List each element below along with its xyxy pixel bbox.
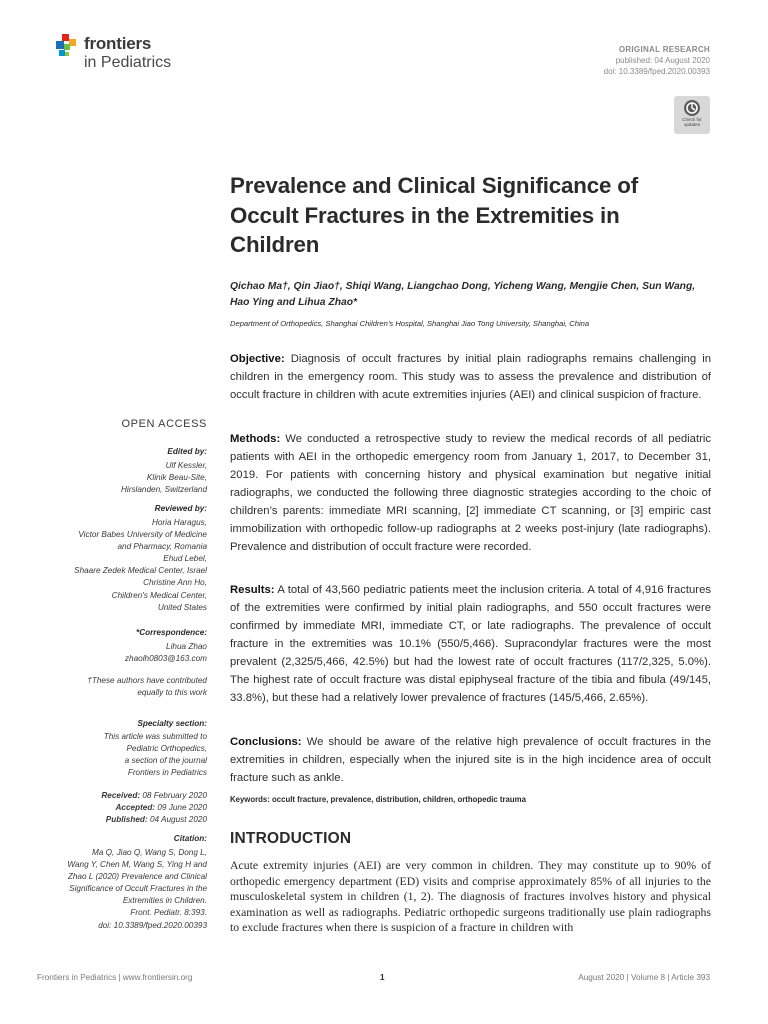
section-heading-introduction: INTRODUCTION <box>230 830 352 847</box>
received-value: 08 February 2020 <box>142 791 207 800</box>
conclusions-label: Conclusions: <box>230 736 302 748</box>
footer-journal-link[interactable]: Frontiers in Pediatrics | www.frontiersin.org <box>37 973 193 982</box>
specialty-line: a section of the journal <box>124 756 207 766</box>
edited-by-label: Edited by: <box>167 447 207 456</box>
reviewer-line: Shaare Zedek Medical Center, Israel <box>74 566 207 576</box>
check-for-updates-button[interactable] <box>674 96 710 134</box>
specialty-line: Frontiers in Pediatrics <box>127 768 207 778</box>
accepted-date <box>40 802 207 814</box>
methods-label: Methods: <box>230 433 281 445</box>
correspondence-name: Lihua Zhao <box>166 642 207 651</box>
author-list[interactable]: Qichao Ma†, Qin Jiao†, Shiqi Wang, Liangchao Dong, Yicheng Wang, Mengjie Chen, Sun Wang, Hao Ying and Lihua Zhao* <box>230 281 696 308</box>
reviewer-line: Christine Ann Ho, <box>143 578 207 588</box>
citation-line: Extremities in Children. <box>122 896 207 906</box>
reviewed-by-label: Reviewed by: <box>154 504 207 513</box>
reviewer-line: and Pharmacy, Romania <box>117 542 207 552</box>
abstract-objective <box>230 350 711 404</box>
correspondence-label: *Correspondence: <box>136 628 207 637</box>
specialty-section-info <box>40 731 207 779</box>
abstract-results <box>230 581 711 707</box>
logo-journal-name: in Pediatrics <box>84 54 172 71</box>
specialty-section-label: Specialty section: <box>137 719 207 728</box>
objective-label: Objective: <box>230 353 285 365</box>
specialty-line: Pediatric Orthopedics, <box>126 744 207 754</box>
accepted-value: 09 June 2020 <box>157 803 207 813</box>
published-date <box>40 814 207 826</box>
citation-line: Front. Pediatr. 8:393. <box>130 908 207 918</box>
open-access-label: OPEN ACCESS <box>121 418 207 430</box>
citation-info <box>40 847 207 932</box>
note-line: †These authors have contributed <box>87 676 207 685</box>
citation-line: Wang Y, Chen M, Wang S, Ying H and <box>67 860 207 870</box>
correspondence-email[interactable]: zhaolh0803@163.com <box>124 654 207 664</box>
keywords: Keywords: occult fracture, prevalence, distribution, children, orthopedic trauma <box>230 795 526 804</box>
abstract-conclusions <box>230 733 711 787</box>
check-updates-icon <box>683 99 701 117</box>
article-title: Prevalence and Clinical Significance of Occult Fractures in the Extremities in Children <box>230 173 639 257</box>
reviewer-line: Victor Babes University of Medicine <box>78 530 207 540</box>
specialty-line: This article was submitted to <box>103 732 207 741</box>
abstract-methods <box>230 430 711 556</box>
equal-contribution-note <box>40 675 207 699</box>
note-line: equally to this work <box>137 688 207 698</box>
methods-text: We conducted a retrospective study to review the medical records of all pediatric patients with AEI in the orthopedic emergency room from January 1, 2017, to December 31, 2019. For patients with concerning history and physical examination but negative initial radiographs, we conducted the following three diagnostic strategies according to the choic of children’s parents: immediate MRI scanning, [2] immediate CT scanning, or [3] empiric cast immobilization with orthopedic follow-up radiographs at 2 weeks post-injury (late radiographs). Prevalence and distribution of occult fracture were recorded. <box>230 433 712 553</box>
reviewer-line: Horia Haragus, <box>151 518 207 527</box>
results-text: A total of 43,560 pediatric patients meet the inclusion criteria. A total of 4,916 fractures of the extremities were confirmed by initial plain radiographs, and 550 occult fractures were confirmed by immediate MRI, immediate CT, or late radiographs. The prevalence of occult fracture in the extremities was 10.1% (550/5,466). Supracondylar fractures were the most prevalent (2,325/5,466, 42.5%) but had the lowest rate of occult fractures (117/2,325, 5.0%). The highest rate of occult fracture was distal epiphyseal fracture of the tibia and fibula (49/145, 33.8%), but these had a relatively lower prevalence of fractures (145/5,466, 2.65%). <box>230 584 711 704</box>
correspondence-info <box>40 641 207 665</box>
results-label: Results: <box>230 584 275 596</box>
conclusions-text: We should be aware of the relative high prevalence of occult fractures in the extremities in children, especially when the injured site is in the high incidence area of occult fracture such as ankle. <box>230 736 711 784</box>
check-updates-label: Check for updates <box>682 117 702 127</box>
published-value: 04 August 2020 <box>149 815 207 825</box>
logo-wordmark: frontiers <box>84 34 152 53</box>
reviewer-line: Ehud Lebel, <box>163 554 207 564</box>
frontiers-logo-icon <box>56 34 78 60</box>
footer-issue-info: August 2020 | Volume 8 | Article 393 <box>578 973 710 982</box>
article-dates <box>40 790 207 826</box>
citation-label: Citation: <box>173 834 207 843</box>
accepted-label: Accepted: <box>115 803 156 813</box>
citation-line: Significance of Occult Fractures in the <box>69 884 207 894</box>
received-label: Received: <box>101 791 141 800</box>
editor-line: Hirslanden, Switzerland <box>120 485 207 495</box>
editor-line: Ulf Kessler, <box>165 461 207 470</box>
reviewer-line: Children's Medical Center, <box>111 590 207 600</box>
editor-line: Klinik Beau-Site, <box>146 473 207 483</box>
objective-text: Diagnosis of occult fractures by initial plain radiographs remains challenging in children in the emergency room. This study was to assess the prevalence and distribution of occult fracture in children with acute extremities injuries (AEI) and clinical suspicion of fracture. <box>230 353 711 401</box>
reviewer-line: United States <box>157 602 207 612</box>
reviewer-info[interactable] <box>40 517 207 614</box>
editor-info[interactable] <box>40 460 207 496</box>
author-affiliation: Department of Orthopedics, Shanghai Children’s Hospital, Shanghai Jiao Tong University, Shanghai, China <box>230 319 590 328</box>
article-type: ORIGINAL RESEARCH <box>618 45 710 54</box>
received-date <box>40 790 207 802</box>
citation-line: Ma Q, Jiao Q, Wang S, Dong L, <box>92 848 207 857</box>
introduction-paragraph: Acute extremity injuries (AEI) are very common in children. They may constitute up to 90% of orthopedic emergency department (ED) visits and comprise approximately 85% of all injuries to the musculoskeletal system in children (1, 2). The diagnosis of fractures involves history and physical examination as well as radiographs. Pediatric orthopedic surgeons traditionally use plain radiographs to exclude fractures when there is suspicion of a fracture in children with <box>230 859 711 935</box>
journal-logo[interactable] <box>56 34 216 80</box>
doi-link[interactable]: doi: 10.3389/fped.2020.00393 <box>603 67 710 76</box>
page-number: 1 <box>380 973 385 982</box>
publication-date: published: 04 August 2020 <box>615 56 710 65</box>
published-label: Published: <box>105 815 148 825</box>
citation-line: Zhao L (2020) Prevalence and Clinical <box>67 872 207 882</box>
citation-doi[interactable]: doi: 10.3389/fped.2020.00393 <box>98 920 207 930</box>
